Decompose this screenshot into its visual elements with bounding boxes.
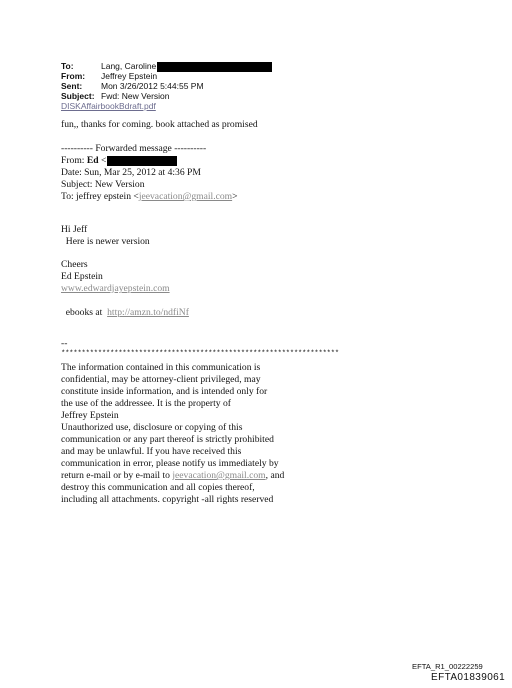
from-value: Jeffrey Epstein: [101, 71, 158, 81]
forwarded-to-prefix: To: jeffrey epstein <: [61, 191, 139, 202]
forwarded-from: [61, 155, 177, 167]
to-value: Lang, Caroline: [101, 61, 272, 72]
sent-label: Sent:: [61, 81, 83, 91]
message-line: Here is newer version: [61, 236, 150, 247]
disclaimer-line: and may be unlawful. If you have received this: [61, 446, 242, 457]
bates-ref-secondary: EFTA01839061: [431, 672, 506, 683]
website-link[interactable]: www.edwardjayepstein.com: [61, 283, 170, 294]
disclaimer-email-link[interactable]: jeevacation@gmail.com: [172, 470, 266, 481]
email-header: [61, 61, 361, 109]
disclaimer-line-prefix: return e-mail or by e-mail to: [61, 470, 173, 481]
sent-row: [61, 81, 361, 91]
forwarded-from-name: Ed: [86, 155, 99, 166]
signoff: Cheers: [61, 259, 88, 270]
ebooks-row: [61, 295, 189, 319]
disclaimer-line: [61, 470, 284, 482]
disclaimer-line: the use of the addressee. It is the property of: [61, 398, 231, 409]
disclaimer-line: communication in error, please notify us immediately by: [61, 458, 279, 469]
forwarded-from-label: From:: [61, 155, 87, 166]
stars-divider: ********************************************************************: [61, 350, 339, 358]
disclaimer-line: Unauthorized use, disclosure or copying of this: [61, 422, 243, 433]
forwarded-to-email-link[interactable]: jeevacation@gmail.com: [138, 191, 233, 202]
from-label: From:: [61, 71, 86, 81]
forwarded-from-bracket: <: [98, 155, 107, 166]
disclaimer-line: constitute inside information, and is intended only for: [61, 386, 268, 397]
ebooks-prefix: ebooks at: [65, 307, 108, 318]
forwarded-divider: ---------- Forwarded message ----------: [61, 143, 207, 154]
ebooks-link[interactable]: http://amzn.to/ndfiNf: [107, 307, 189, 318]
sent-value: Mon 3/26/2012 5:44:55 PM: [101, 81, 204, 91]
subject-value: Fwd: New Version: [101, 91, 170, 101]
sender-name: Ed Epstein: [61, 271, 103, 282]
to-row: [61, 61, 361, 71]
forwarded-to-suffix: >: [232, 191, 238, 202]
forwarded-date: Date: Sun, Mar 25, 2012 at 4:36 PM: [61, 167, 201, 178]
disclaimer-line: destroy this communication and all copies thereof,: [61, 482, 255, 493]
attachment-row: [61, 101, 156, 111]
greeting: Hi Jeff: [61, 224, 88, 235]
bates-ref-primary: EFTA_R1_00222259: [412, 662, 483, 671]
disclaimer-line-suffix: , and: [265, 470, 285, 481]
subject-row: [61, 91, 361, 101]
forwarded-to: [61, 191, 238, 203]
from-row: [61, 71, 361, 81]
redaction-bar: [107, 156, 177, 166]
disclaimer-line: communication or any part thereof is strictly prohibited: [61, 434, 274, 445]
attachment-link[interactable]: DISKAffairbookBdraft.pdf: [61, 101, 156, 111]
disclaimer-line: The information contained in this communication is: [61, 362, 261, 373]
disclaimer-line: confidential, may be attorney-client privileged, may: [61, 374, 261, 385]
signature-dash: --: [61, 338, 68, 349]
website-row: [61, 283, 170, 295]
disclaimer-line: Jeffrey Epstein: [61, 410, 119, 421]
body-line: fun,, thanks for coming. book attached as promised: [61, 119, 258, 130]
to-label: To:: [61, 61, 74, 71]
subject-label: Subject:: [61, 91, 95, 101]
forwarded-subject: Subject: New Version: [61, 179, 145, 190]
disclaimer-line: including all attachments. copyright -all rights reserved: [61, 494, 274, 505]
